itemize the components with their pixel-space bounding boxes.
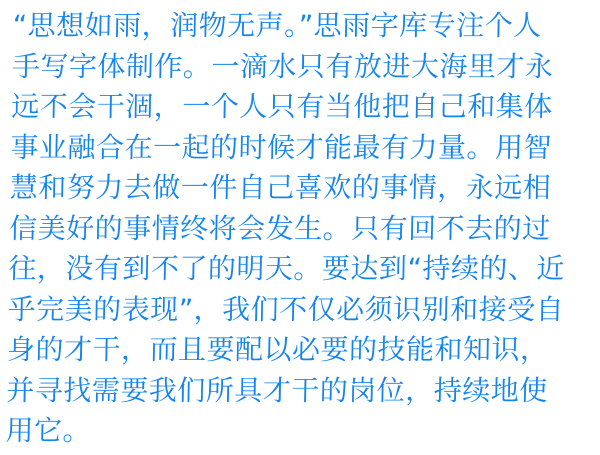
text-line: 事业融合在一起的时候才能最有力量。用智 — [10, 130, 553, 164]
text-line: 往，没有到不了的明天。要达到“持续的、近 — [8, 252, 566, 285]
handwriting-paragraph — [5, 6, 588, 452]
text-line: 远不会干涸，一个人只有当他把自己和集体 — [10, 90, 554, 123]
text-line: 慧和努力去做一件自己喜欢的事情，永远相 — [9, 171, 552, 204]
text-line: 并寻找需要我们所具才干的岗位，持续地使 — [6, 373, 549, 407]
text-line: “思想如雨，润物无声。”思雨字库专注个人 — [12, 9, 542, 42]
text-line: 用它。 — [5, 414, 92, 447]
text-line: 乎完美的表现”，我们不仅必须识别和接受自 — [7, 292, 565, 326]
text-line: 手写字体制作。一滴水只有放进大海里才永 — [11, 49, 554, 83]
text-line: 身的才干，而且要配以必要的技能和知识， — [6, 333, 549, 366]
text-line: 信美好的事情终将会发生。只有回不去的过 — [8, 211, 551, 245]
